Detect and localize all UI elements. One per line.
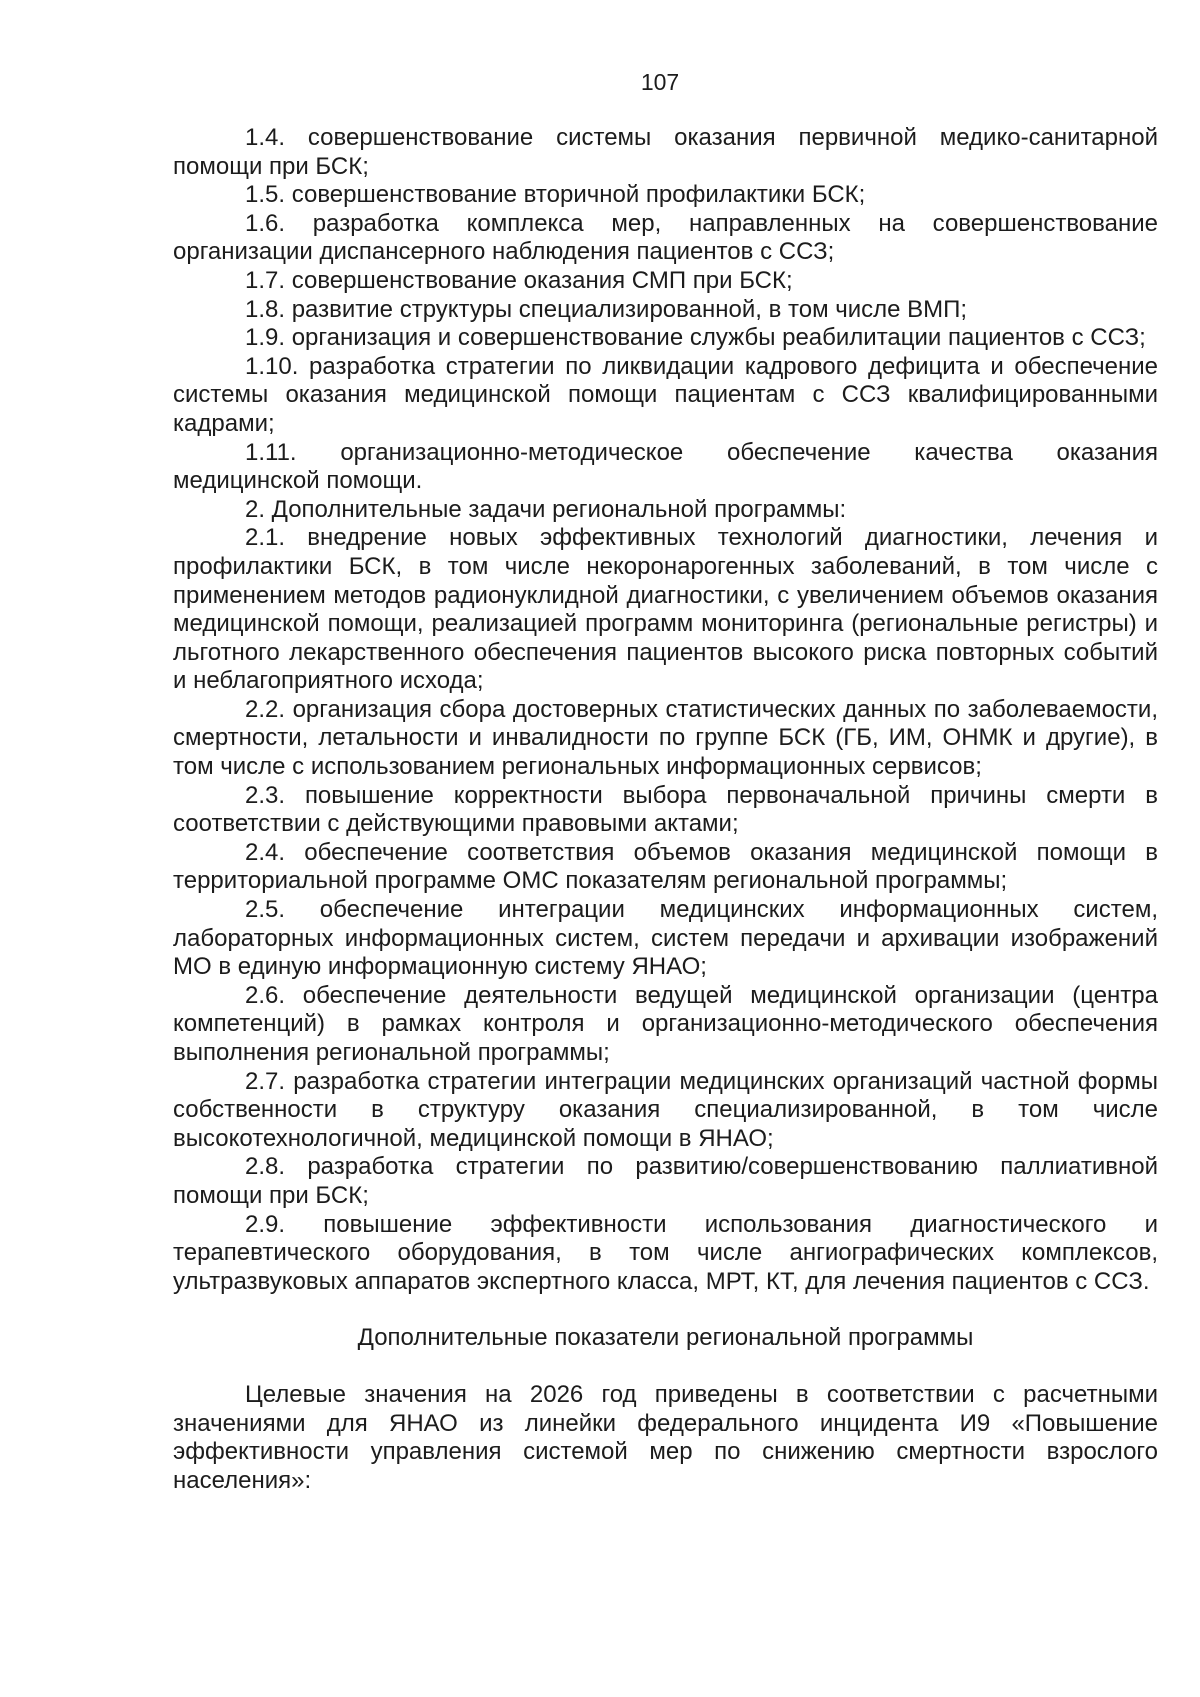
paragraph-1-7: 1.7. совершенствование оказания СМП при БСК; (245, 266, 793, 294)
paragraph-2-7: 2.7. разработка стратегии интеграции медицинских организаций частной формы собственности в структуру оказания специализированной, в том числе высокотехнологичной, медицинской помощи в ЯНАО; (173, 1067, 1158, 1152)
paragraph-2-3: 2.3. повышение корректности выбора первоначальной причины смерти в соответствии с действующими правовыми актами; (173, 781, 1158, 838)
paragraph-1-10: 1.10. разработка стратегии по ликвидации кадрового дефицита и обеспечение системы оказания медицинской помощи пациентам с ССЗ квалифицированными кадрами; (173, 352, 1158, 437)
paragraph-2-9: 2.9. повышение эффективности использования диагностического и терапевтического оборудования, в том числе ангиографических комплексов, ультразвуковых аппаратов экспертного класса, МРТ, КТ, для лечения пациентов с ССЗ. (173, 1210, 1158, 1295)
paragraph-1-4: 1.4. совершенствование системы оказания первичной медико-санитарной помощи при БСК; (173, 124, 1158, 180)
paragraph-1-6: 1.6. разработка комплекса мер, направленных на совершенствование организации диспансерного наблюдения пациентов с ССЗ; (173, 209, 1158, 266)
page-number: 107 (640, 69, 680, 95)
paragraph-2-4: 2.4. обеспечение соответствия объемов оказания медицинской помощи в территориальной программе ОМС показателям региональной программы; (173, 838, 1158, 895)
paragraph-1-8: 1.8. развитие структуры специализированной, в том числе ВМП; (245, 295, 968, 323)
paragraph-2-1: 2.1. внедрение новых эффективных технологий диагностики, лечения и профилактики БСК, в том числе некоронарогенных заболеваний, в том числе с применением методов радионуклидной диагностики, с увеличением объемов оказания медицинской помощи, реализацией программ мониторинга (региональные регистры) и льготного лекарственного обеспечения пациентов высокого риска повторных событий и неблагоприятного исхода; (173, 524, 1158, 695)
paragraph-2-5: 2.5. обеспечение интеграции медицинских информационных систем, лабораторных информационных систем, систем передачи и архивации изображений МО в единую информационную систему ЯНАО; (173, 896, 1158, 981)
paragraph-2-8: 2.8. разработка стратегии по развитию/совершенствованию паллиативной помощи при БСК; (173, 1153, 1158, 1209)
section-heading: Дополнительные показатели региональной программы (357, 1324, 974, 1352)
paragraph-1-11: 1.11. организационно-методическое обеспечение качества оказания медицинской помощи. (173, 438, 1158, 495)
paragraph-1-9: 1.9. организация и совершенствование службы реабилитации пациентов с ССЗ; (245, 324, 1146, 352)
paragraph-2-6: 2.6. обеспечение деятельности ведущей медицинской организации (центра компетенций) в рамках контроля и организационно-методического обеспечения выполнения региональной программы; (173, 981, 1158, 1066)
paragraph-2-2: 2.2. организация сбора достоверных статистических данных по заболеваемости, смертности, летальности и инвалидности по группе БСК (ГБ, ИМ, ОНМК и другие), в том числе с использованием региональных информационных сервисов; (173, 695, 1158, 781)
paragraph-2: 2. Дополнительные задачи региональной программы: (245, 495, 847, 523)
closing-paragraph: Целевые значения на 2026 год приведены в соответствии с расчетными значениями для ЯНАО из линейки федерального инцидента И9 «Повышение эффективности управления системой мер по снижению смертности взрослого населения»: (173, 1380, 1158, 1494)
paragraph-1-5: 1.5. совершенствование вторичной профилактики БСК; (245, 181, 866, 209)
document-body (173, 124, 1158, 1495)
